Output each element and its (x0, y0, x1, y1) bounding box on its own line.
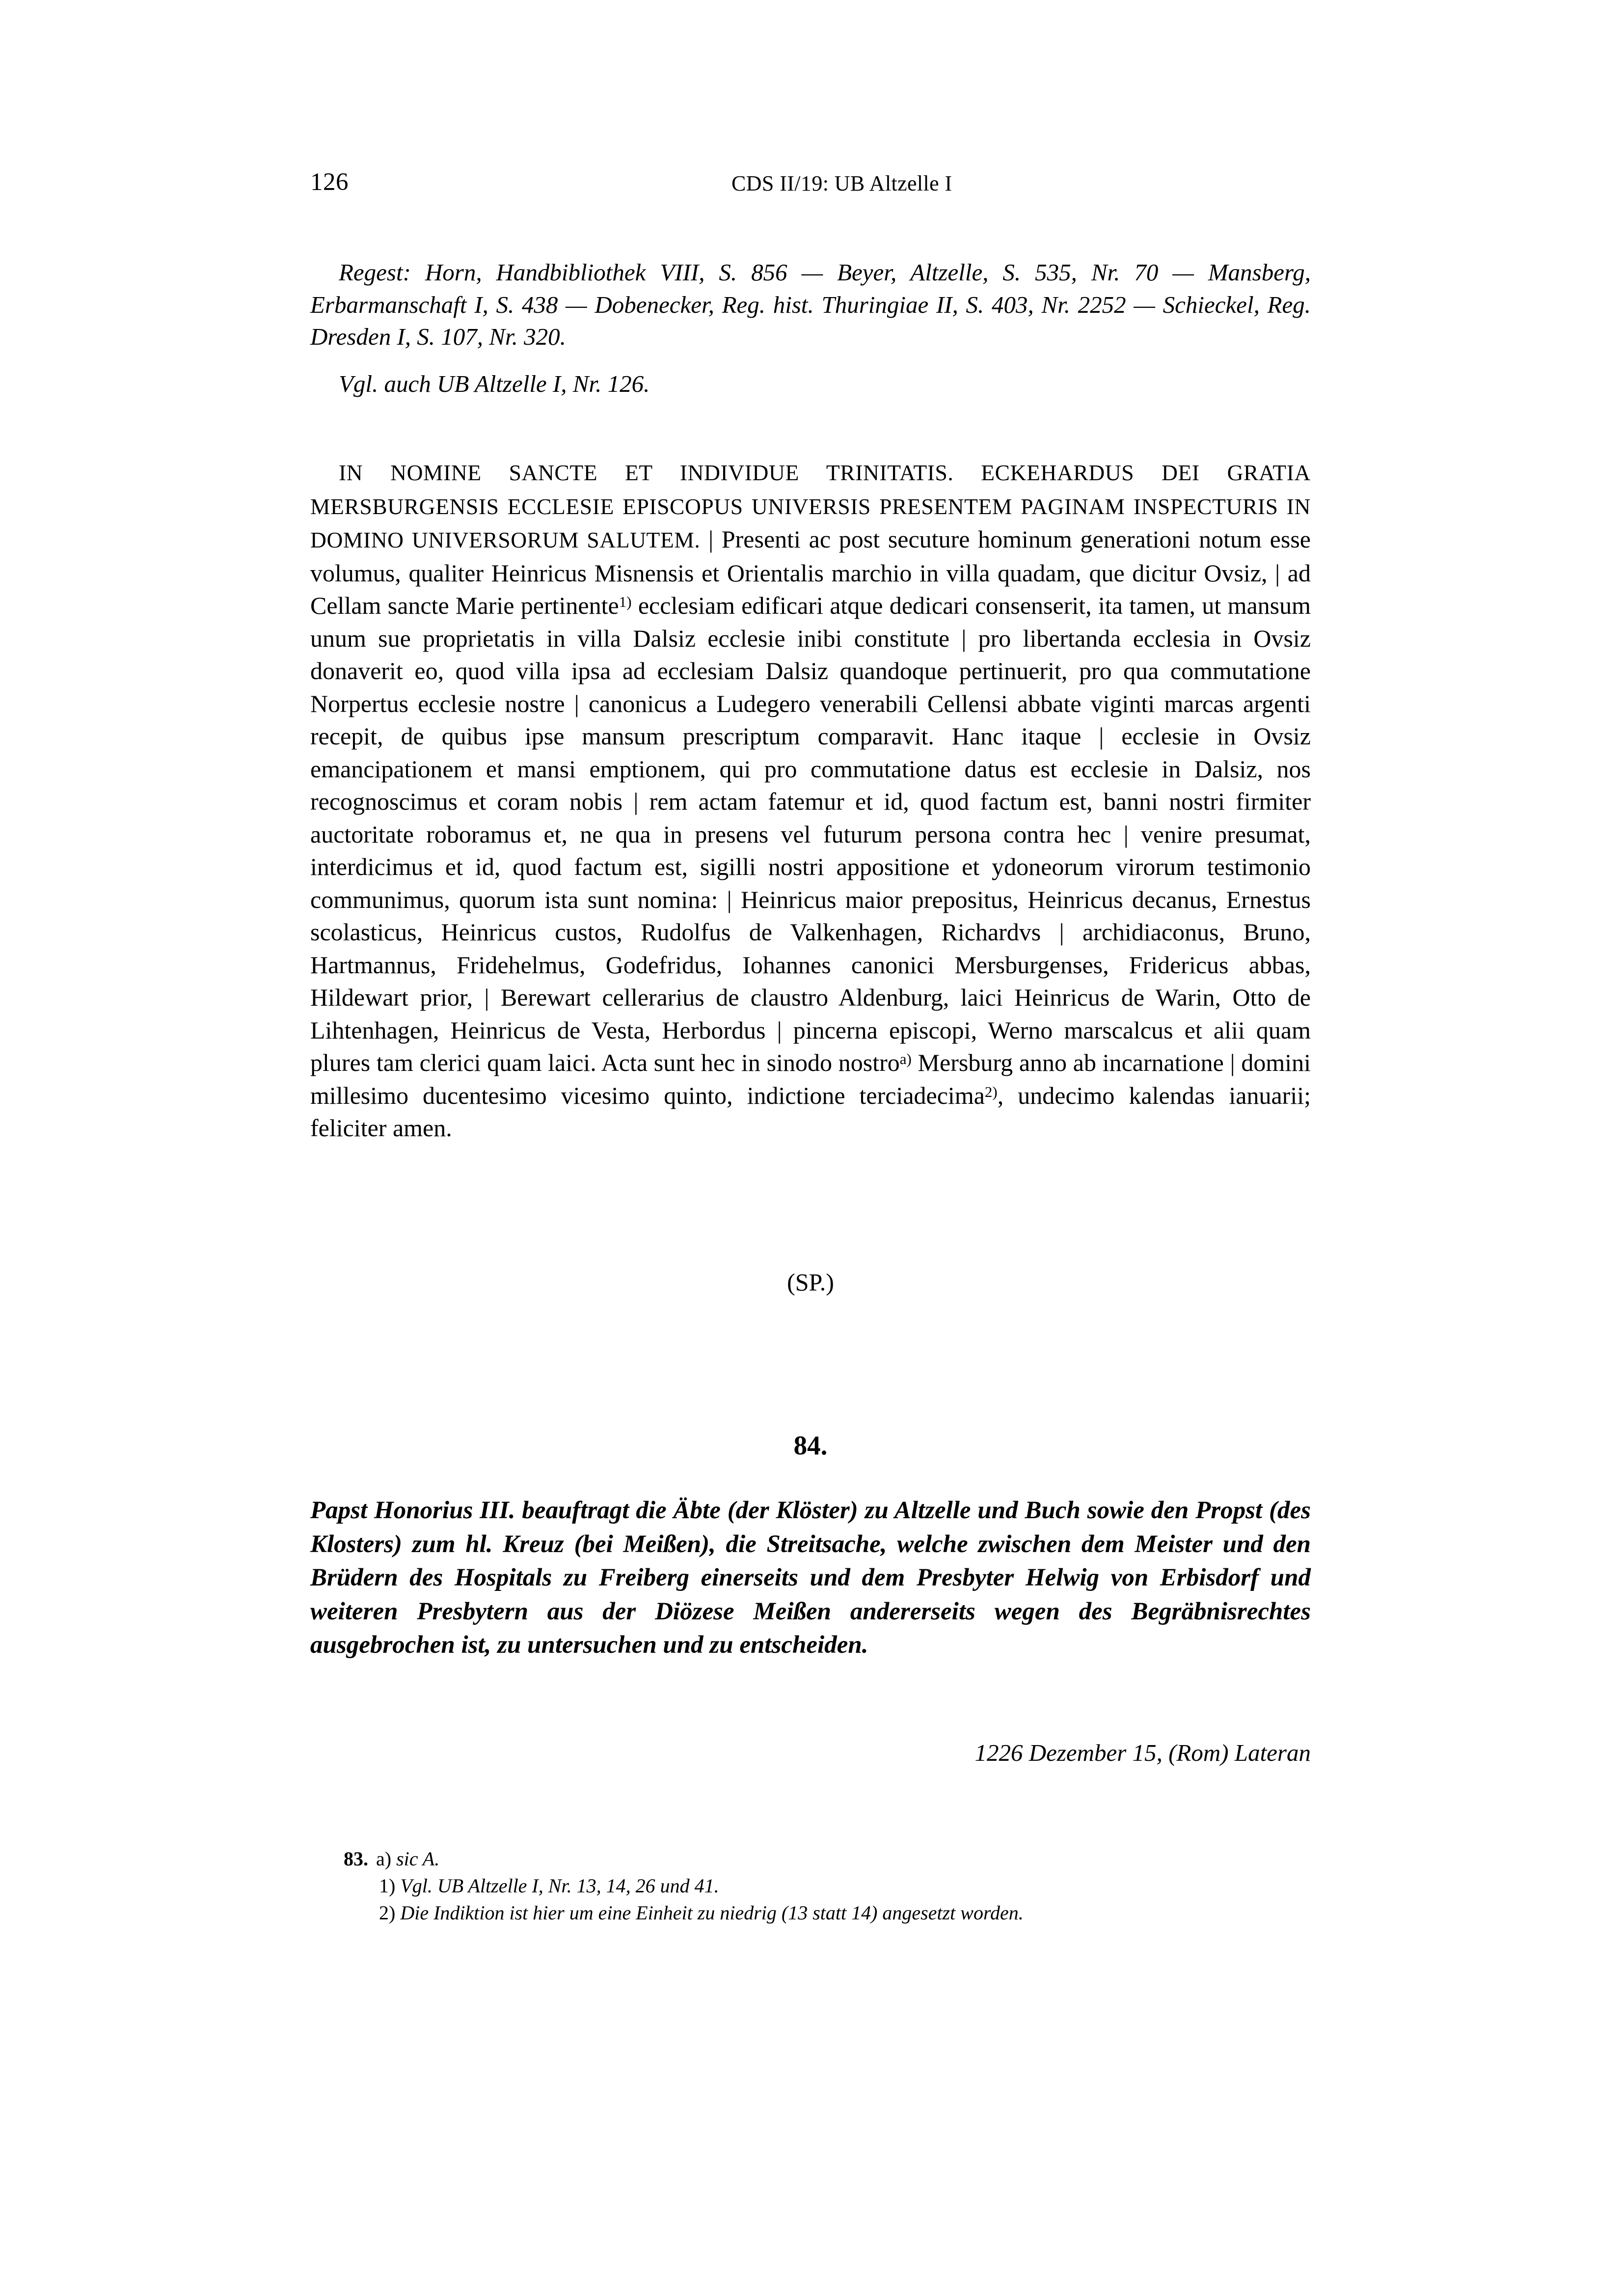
footnote-ref-a: a) (899, 1050, 912, 1067)
page-number: 126 (310, 168, 349, 196)
footnote-group-number: 83. (344, 1848, 368, 1870)
footnote-ref-2: 2) (984, 1083, 998, 1100)
footnote-text: sic A. (396, 1848, 440, 1870)
charter-body-part-3: Mersburg anno ab incarnatione | domini millesimo ducentesimo vicesimo quinto, indictione terciadecima (310, 1049, 1311, 1109)
footnote-row (344, 1872, 1321, 1899)
charter-protocol-capitals: IN NOMINE SANCTE ET INDIVIDUE TRINITATIS. ECKEHARDUS DEI GRATIA MERSBURGENSIS ECCLESIE EPISCOPUS UNIVERSIS PRESENTEM PAGINAM INSPECTURIS IN DOMINO UNIVERSORUM SALUTEM. (310, 460, 1311, 552)
charter-body-part-1: | Presenti ac post secuture hominum generationi notum esse volumus, qualiter Heinricus Misnensis et Orientalis marchio in villa quadam, que dicitur Ovsiz, | ad Cellam sancte Marie pertinente (310, 525, 1311, 619)
german-regest-text: Papst Honorius III. beauftragt die Äbte (der Klöster) zu Altzelle und Buch sowie den Propst (des Klosters) zum hl. Kreuz (bei Meißen), die Streitsache, welche zwischen dem Meister und den Brüdern des Hospitals zu Freiberg einerseits und dem Presbyter Helwig von Erbisdorf und weiteren Presbytern aus der Diözese Meißen andererseits wegen des Begräbnisrechtes ausgebrochen ist, zu untersuchen und zu entscheiden. (310, 1497, 1311, 1659)
running-head (0, 167, 1622, 201)
charter-body-part-4: , undecimo kalendas ianuarii; feliciter amen. (310, 1081, 1311, 1142)
footnote-text: Vgl. UB Altzelle I, Nr. 13, 14, 26 und 41. (400, 1875, 719, 1897)
running-head-title: CDS II/19: UB Altzelle I (731, 171, 952, 195)
footnote-text: Die Indiktion ist hier um eine Einheit zu niedrig (13 statt 14) angesetzt worden. (400, 1902, 1024, 1924)
document-number-heading: 84. (793, 1430, 828, 1460)
charter-text (310, 456, 1311, 1145)
regest-cross-reference: Vgl. auch UB Altzelle I, Nr. 126. (339, 370, 650, 397)
regest-block (310, 256, 1311, 400)
footnote-row (344, 1845, 1321, 1872)
footnote-apparatus (344, 1845, 1321, 1926)
german-regest-block (310, 1494, 1311, 1662)
footnote-row (344, 1899, 1321, 1926)
footnote-marker: a) (376, 1848, 392, 1870)
footnote-marker: 2) (379, 1902, 396, 1924)
document-date-line: 1226 Dezember 15, (Rom) Lateran (974, 1739, 1311, 1766)
charter-paragraph (310, 456, 1311, 1145)
footnote-ref-1: 1) (619, 593, 632, 610)
seal-note: (SP.) (787, 1268, 834, 1296)
regest-citations: Regest: Horn, Handbibliothek VIII, S. 856 — Beyer, Altzelle, S. 535, Nr. 70 — Mansberg, Erbarmanschaft I, S. 438 — Dobenecker, Reg. hist. Thuringiae II, S. 403, Nr. 2252 — Schieckel, Reg. Dresden I, S. 107, Nr. 320. (310, 259, 1311, 350)
footnote-marker: 1) (379, 1875, 396, 1897)
charter-body-part-2: ecclesiam edificari atque dedicari consenserit, ita tamen, ut mansum unum sue proprietatis in villa Dalsiz ecclesie inibi constitute | pro libertanda ecclesia in Ovsiz donaverit eo, quod villa ipsa ad ecclesiam Dalsiz quandoque pertinuerit, pro qua commutatione Norpertus ecclesie nostre | canonicus a Ludegero venerabili Cellensi abbate viginti marcas argenti recepit, de quibus ipse mansum prescriptum comparavit. Hanc itaque | ecclesie in Ovsiz emancipationem et mansi emptionem, qui pro commutatione datus est ecclesie in Dalsiz, nos recognoscimus et coram nobis | rem actam fatemur et id, quod factum est, banni nostri firmiter auctoritate roboramus et, ne qua in presens vel futurum persona contra hec | venire presumat, interdicimus et id, quod factum est, sigilli nostri appositione et ydoneorum virorum testimonio communimus, quorum ista sunt nomina: | Heinricus maior prepositus, Heinricus decanus, Ernestus scolasticus, Heinricus custos, Rudolfus de Valkenhagen, Richardvs | archidiaconus, Bruno, Hartmannus, Fridehelmus, Godefridus, Iohannes canonici Mersburgenses, Fridericus abbas, Hildewart prior, | Berewart cellerarius de claustro Aldenburg, laici Heinricus de Warin, Otto de Lihtenhagen, Heinricus de Vesta, Herbordus | pincerna episcopi, Werno marscalcus et alii quam plures tam clerici quam laici. Acta sunt hec in sinodo nostro (310, 592, 1311, 1076)
